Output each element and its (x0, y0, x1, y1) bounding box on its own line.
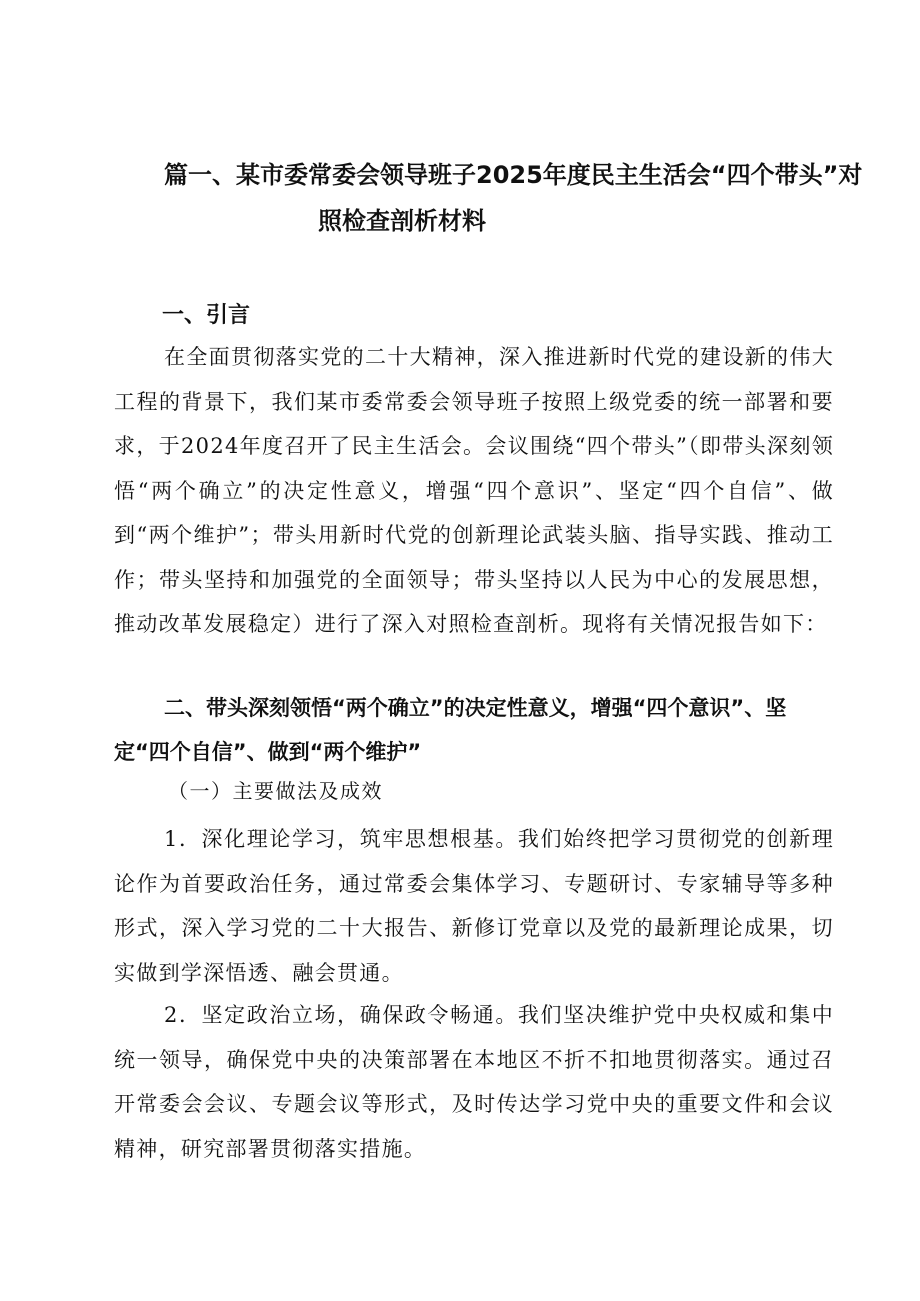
document-title (150, 152, 863, 244)
introduction-paragraph: 在全面贯彻落实党的二十大精神，深入推进新时代党的建设新的伟大工程的背景下，我们某市委常委会领导班子按照上级党委的统一部署和要求，于2024年度召开了民主生活会。会议围绕“四个带头”（即带头深刻领悟“两个确立”的决定性意义，增强“四个意识”、坚定“四个自信”、做到“两个维护”；带头用新时代党的创新理论武装头脑、指导实践、推动工作；带头坚持和加强党的全面领导；带头坚持以人民为中心的发展思想，推动改革发展稳定）进行了深入对照检查剖析。现将有关情况报告如下： (114, 345, 834, 636)
paragraph-item-1: 1．深化理论学习，筑牢思想根基。我们始终把学习贯彻党的创新理论作为首要政治任务，通过常委会集体学习、专题研讨、专家辅导等多种形式，深入学习党的二十大报告、新修订党章以及党的最新理论成果，切实做到学深悟透、融会贯通。 (114, 827, 834, 985)
paragraph-item-2: 2．坚定政治立场，确保政令畅通。我们坚决维护党中央权威和集中统一领导，确保党中央的决策部署在本地区不折不扣地贯彻落实。通过召开常委会会议、专题会议等形式，及时传达学习党中央的重要文件和会议精神，研究部署贯彻落实措施。 (114, 1003, 834, 1161)
document-title-line-1: 篇一、某市委常委会领导班子2025年度民主生活会“四个带头”对 (164, 161, 863, 189)
section-heading-introduction: 一、引言 (162, 303, 251, 328)
subsection-heading: （一）主要做法及成效 (168, 779, 383, 803)
section-heading-two: 二、带头深刻领悟“两个确立”的决定性意义，增强“四个意识”、坚定“四个自信”、做到“两个维护” (114, 696, 787, 764)
document-title-line-2: 照检查剖析材料 (318, 207, 486, 235)
